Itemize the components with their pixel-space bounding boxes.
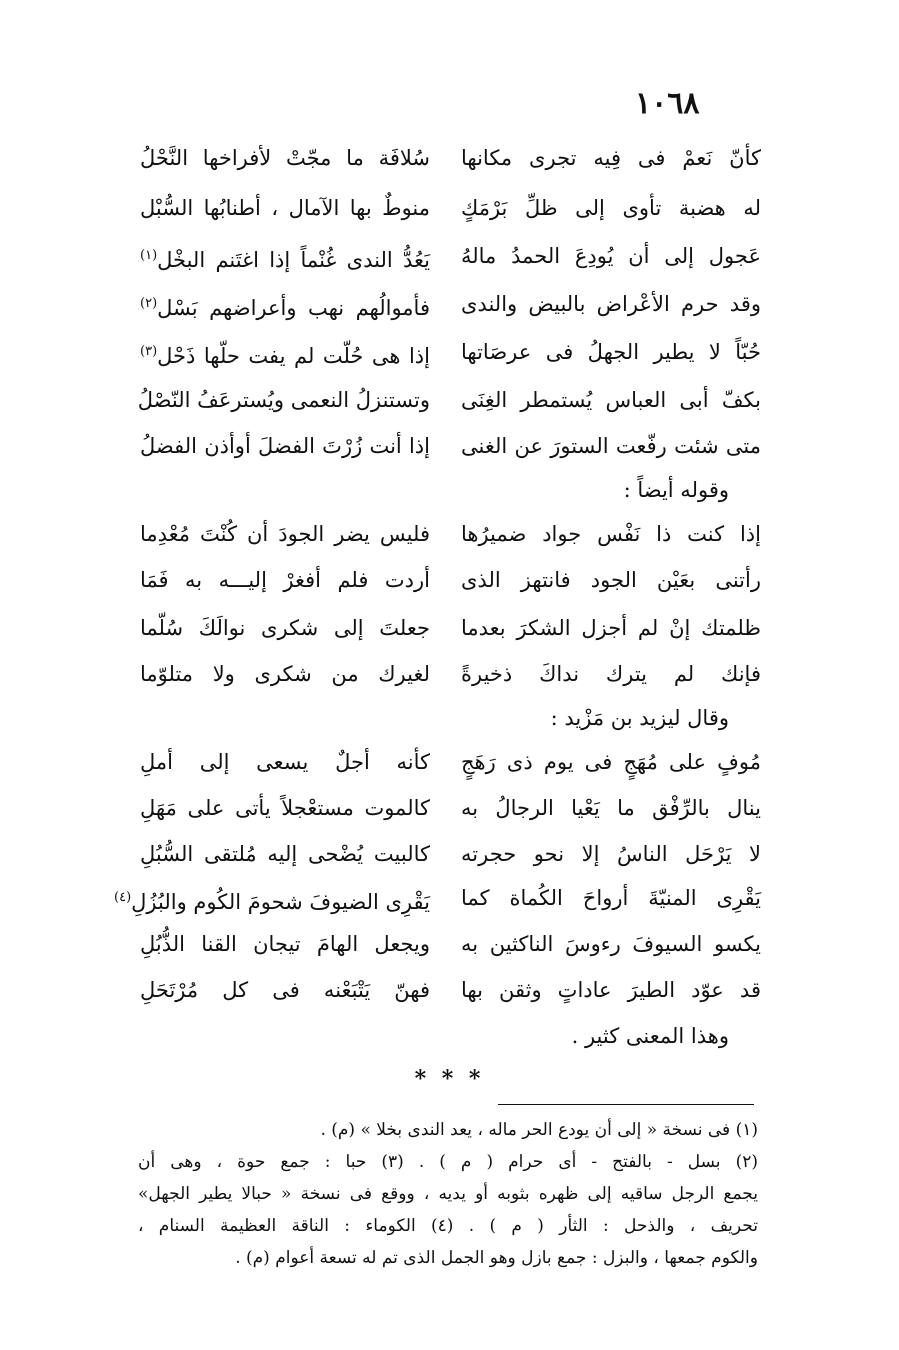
footnotes	[138, 1114, 758, 1274]
second-hemistich	[140, 330, 430, 378]
verse-line	[0, 234, 899, 278]
closing-line: وهذا المعنى كثير .	[571, 1024, 729, 1048]
footnote-marker: (٤)	[114, 890, 132, 905]
first-hemistich: فإنك لم يترك نداكَ ذخيرةً	[461, 662, 761, 686]
second-hemistich	[140, 234, 430, 282]
second-hemistich: لغيرك من شكرى ولا متلوّما	[140, 662, 430, 686]
verse-line	[0, 922, 899, 966]
footnote-line: يجمع الرجل ساقيه إلى ظهره بثوبه أو يديه ، ووقع فى نسخة « حبالا يطير الجهل»	[138, 1184, 758, 1204]
first-hemistich: رأتنى بعَيْن الجود فانتهز الذى	[461, 568, 761, 592]
intro-line: وقال ليزيد بن مَزْيد :	[550, 706, 729, 730]
verse-line	[0, 652, 899, 696]
first-hemistich: مُوفٍ على مُهَجٍ فى يوم ذى رَهَجٍ	[461, 750, 761, 774]
verse-line	[0, 378, 899, 422]
first-hemistich: لا يَرْحَل الناسُ إلا نحو حجرته	[461, 842, 761, 866]
hemistich-text: يَعُدُّ الندى غُنْماً إذا اغتَنم البخْل	[157, 248, 430, 272]
verse-line	[0, 186, 899, 230]
first-hemistich: إذا كنت ذا نَفْس جواد ضميرُها	[461, 522, 761, 546]
second-hemistich: أردت فلم أفغرْ إليـــه به فَمَا	[140, 568, 430, 592]
verse-line	[0, 968, 899, 1012]
second-hemistich: ويجعل الهامَ تيجان القنا الذُّبُلِ	[140, 932, 430, 956]
second-hemistich: منوطٌ بها الآمال ، أطنابُها السُّبْل	[140, 196, 430, 220]
verse-line	[0, 876, 899, 920]
second-hemistich: كالموت مستعْجلاً يأتى على مَهَلِ	[140, 796, 430, 820]
first-hemistich: له هضبة تأوى إلى ظلِّ بَرْمَكٍ	[461, 196, 761, 220]
verse-line	[0, 136, 899, 180]
hemistich-text: إذا هى حُلّت لم يفت حلّها ذَحْل	[157, 344, 430, 368]
footnote-divider	[498, 1104, 754, 1105]
second-hemistich: جعلتَ إلى شكرى نوالَكَ سُلّما	[140, 616, 430, 640]
section-separator: * * *	[414, 1066, 485, 1092]
verse-line	[0, 558, 899, 602]
second-hemistich: إذا أنت زُرْتَ الفضلَ أوأذن الفضلُ	[140, 434, 430, 458]
first-hemistich: يكسو السيوفَ رءوسَ الناكثين به	[461, 932, 761, 956]
hemistich-text: يَقْرِى الضيوفَ شحومَ الكُوم والبُزُلِ	[131, 890, 430, 914]
verse-line	[0, 330, 899, 374]
first-hemistich: وقد حرم الأعْراض بالبيض والندى	[461, 292, 761, 316]
footnote-line: والكوم جمعها ، والبزل : جمع بازل وهو الجمل الذى تم له تسعة أعوام (م) .	[235, 1248, 758, 1268]
footnote-marker: (٢)	[140, 296, 158, 311]
first-hemistich: كأنّ نَعمْ فى فِيه تجرى مكانها	[461, 146, 761, 170]
second-hemistich	[114, 876, 430, 924]
footnote-marker: (١)	[140, 248, 158, 263]
first-hemistich: ظلمتك إنْ لم أجزل الشكرَ بعدما	[461, 616, 761, 640]
first-hemistich: بكفّ أبى العباس يُستمطر الغِنَى	[461, 388, 761, 412]
second-hemistich: وتستنزلُ النعمى ويُسترعَفُ النّصْلُ	[137, 388, 430, 412]
page-number: ١٠٦٨	[635, 86, 700, 121]
first-hemistich: حُبّاً لا يطير الجهلُ فى عرصَاتها	[461, 340, 761, 364]
verse-line	[0, 606, 899, 650]
first-hemistich: يَقْرِى المنيّةَ أرواحَ الكُماة كما	[461, 886, 761, 910]
second-hemistich: كأنه أجلٌ يسعى إلى أملِ	[140, 750, 430, 774]
hemistich-text: فأموالُهم نهب وأعراضهم بَسْل	[157, 296, 430, 320]
verse-line	[0, 786, 899, 830]
footnote-line: تحريف ، والذحل : الثأر ( م ) . (٤) الكوماء : الناقة العظيمة السنام ،	[138, 1216, 758, 1236]
second-hemistich: فهنّ يَتْبَعْنه فى كل مُرْتَحَلِ	[140, 978, 430, 1002]
first-hemistich: قد عوّد الطيرَ عاداتٍ وثقن بها	[461, 978, 761, 1002]
second-hemistich: كالبيت يُضْحى إليه مُلتقى السُّبُلِ	[140, 842, 430, 866]
second-hemistich	[140, 282, 430, 330]
verse-line	[0, 512, 899, 556]
first-hemistich: ينال بالرِّفْق ما يَعْيا الرجالُ به	[461, 796, 761, 820]
second-hemistich: سُلافَة ما مجّتْ لأفراخها النَّحْلُ	[140, 146, 430, 170]
verse-line	[0, 282, 899, 326]
footnote-line: (١) فى نسخة « إلى أن يودع الحر ماله ، يعد الندى بخلا » (م) .	[320, 1120, 758, 1140]
second-hemistich: فليس يضر الجودَ أن كُنْتَ مُعْدِما	[140, 522, 430, 546]
intro-line: وقوله أيضاً :	[623, 478, 729, 502]
first-hemistich: عَجول إلى أن يُودِعَ الحمدُ مالهُ	[461, 244, 761, 268]
verse-line	[0, 740, 899, 784]
footnote-marker: (٣)	[140, 344, 158, 359]
verse-line	[0, 832, 899, 876]
footnote-line: (٢) بسل - بالفتح - أى حرام ( م ) . (٣) حبا : جمع حوة ، وهى أن	[138, 1152, 758, 1172]
first-hemistich: متى شئت رفّعت الستورَ عن الغنى	[461, 434, 761, 458]
verse-line	[0, 424, 899, 468]
